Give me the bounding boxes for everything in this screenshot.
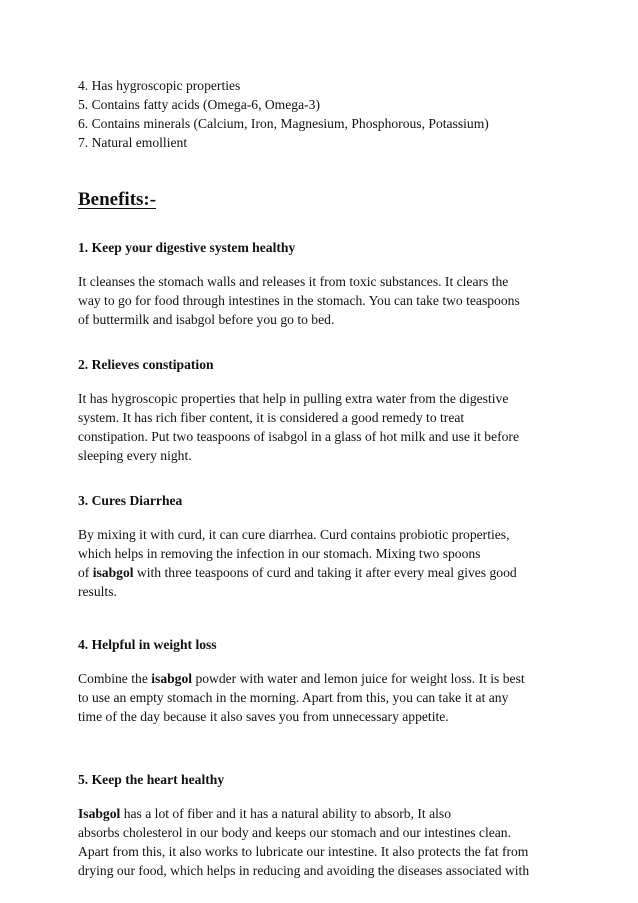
paragraph-line: It cleanses the stomach walls and releases it from toxic substances. It clears the: [78, 274, 509, 289]
bold-term: isabgol: [151, 671, 193, 686]
paragraph-line: time of the day because it also saves you from unnecessary appetite.: [78, 709, 449, 724]
property-item: 7. Natural emollient: [78, 135, 188, 150]
section-title: 3. Cures Diarrhea: [78, 493, 183, 508]
benefit-section-digestive: [78, 238, 564, 329]
bold-term: Isabgol: [78, 806, 121, 821]
paragraph-line: [78, 669, 564, 688]
paragraph-line: absorbs cholesterol in our body and keeps our stomach and our intestines clean.: [78, 825, 512, 840]
paragraph-line: Apart from this, it also works to lubricate our intestine. It also protects the fat from: [78, 844, 529, 859]
paragraph-line: way to go for food through intestines in the stomach. You can take two teaspoons: [78, 293, 520, 308]
text-run: powder with water and lemon juice for weight loss. It is best: [192, 671, 525, 686]
section-body: [78, 669, 564, 726]
paragraph-line: [78, 804, 564, 823]
section-title: 4. Helpful in weight loss: [78, 637, 217, 652]
paragraph-line: [78, 563, 564, 582]
properties-list: [78, 76, 564, 152]
property-item: 5. Contains fatty acids (Omega-6, Omega-3): [78, 97, 320, 112]
property-item: 6. Contains minerals (Calcium, Iron, Magnesium, Phosphorous, Potassium): [78, 116, 489, 131]
benefit-section-heart: [78, 770, 564, 880]
paragraph-line: to use an empty stomach in the morning. Apart from this, you can take it at any: [78, 690, 509, 705]
paragraph-line: sleeping every night.: [78, 448, 192, 463]
section-body: [78, 804, 564, 880]
bold-term: isabgol: [92, 565, 134, 580]
text-run: has a lot of fiber and it has a natural ability to absorb, It also: [120, 806, 452, 821]
paragraph-line: drying our food, which helps in reducing and avoiding the diseases associated with: [78, 863, 530, 878]
benefit-section-constipation: [78, 355, 564, 465]
paragraph-line: results.: [78, 584, 117, 599]
paragraph-line: constipation. Put two teaspoons of isabgol in a glass of hot milk and use it before: [78, 429, 519, 444]
section-title: 5. Keep the heart healthy: [78, 772, 225, 787]
page-content: [78, 76, 564, 880]
benefit-section-weight-loss: [78, 635, 564, 726]
section-body: [78, 525, 564, 601]
section-body: [78, 272, 564, 329]
paragraph-line: system. It has rich fiber content, it is considered a good remedy to treat: [78, 410, 465, 425]
paragraph-line: which helps in removing the infection in our stomach. Mixing two spoons: [78, 546, 481, 561]
text-run: of: [78, 565, 93, 580]
section-title: 2. Relieves constipation: [78, 357, 214, 372]
paragraph-line: It has hygroscopic properties that help in pulling extra water from the digestive: [78, 391, 509, 406]
section-title: 1. Keep your digestive system healthy: [78, 240, 296, 255]
benefits-heading: Benefits:-: [78, 189, 157, 210]
text-run: Combine the: [78, 671, 152, 686]
section-body: [78, 389, 564, 465]
text-run: with three teaspoons of curd and taking it after every meal gives good: [133, 565, 517, 580]
paragraph-line: of buttermilk and isabgol before you go to bed.: [78, 312, 335, 327]
paragraph-line: By mixing it with curd, it can cure diarrhea. Curd contains probiotic properties,: [78, 527, 510, 542]
benefit-section-diarrhea: [78, 491, 564, 601]
property-item: 4. Has hygroscopic properties: [78, 78, 241, 93]
